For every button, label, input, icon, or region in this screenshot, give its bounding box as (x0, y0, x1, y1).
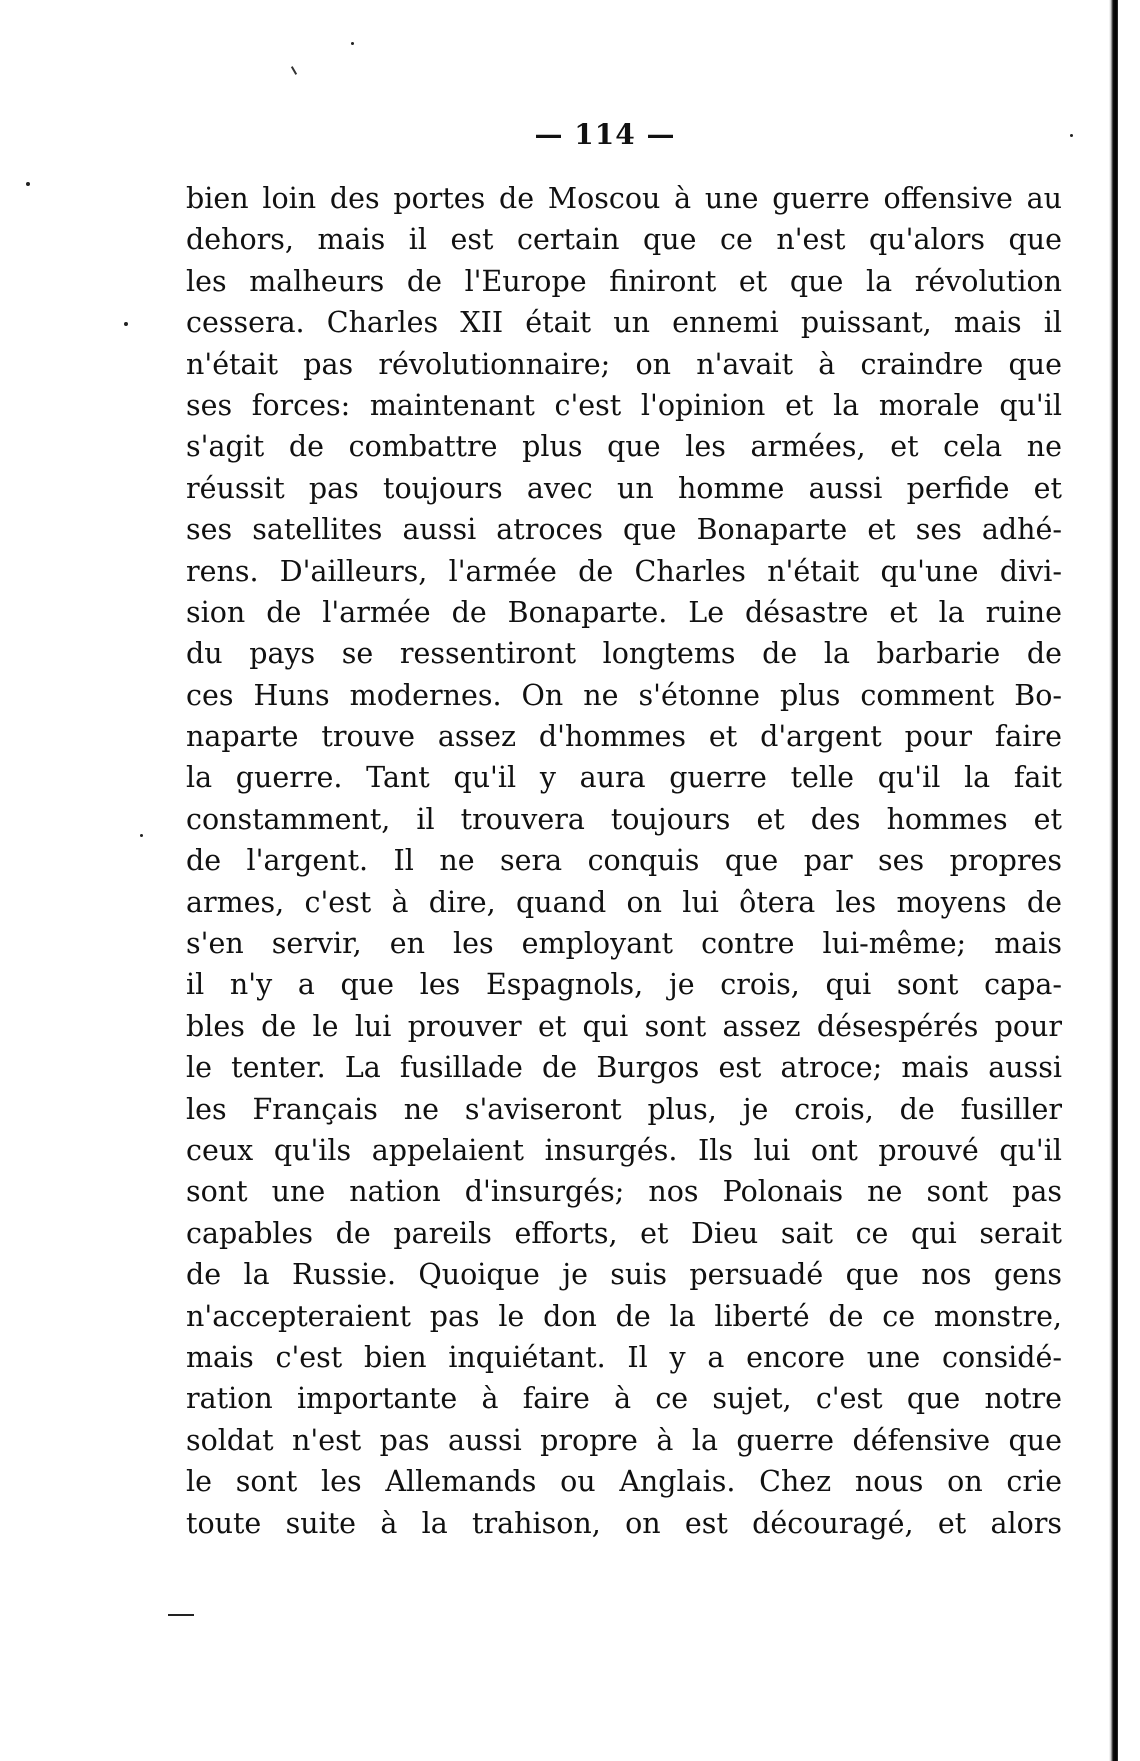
text-line: dehors, mais il est certain que ce n'est qu'alors que (186, 223, 1062, 257)
scan-speck (124, 322, 128, 326)
text-line: ses forces: maintenant c'est l'opinion et la morale qu'il (186, 388, 1062, 422)
text-line: de l'argent. Il ne sera conquis que par ses propres (186, 844, 1062, 878)
text-line: armes, c'est à dire, quand on lui ôtera les moyens de (186, 885, 1062, 919)
text-line: de la Russie. Quoique je suis persuadé que nos gens (186, 1258, 1062, 1292)
scan-speck (140, 834, 143, 837)
text-line: toute suite à la trahison, on est découragé, et alors (186, 1506, 1062, 1540)
text-line: s'en servir, en les employant contre lui-même; mais (186, 927, 1062, 961)
scan-speck (351, 42, 354, 45)
text-line: ceux qu'ils appelaient insurgés. Ils lui ont prouvé qu'il (186, 1133, 1062, 1167)
text-line: sont une nation d'insurgés; nos Polonais ne sont pas (186, 1175, 1062, 1209)
page-binding-edge (1109, 0, 1118, 1761)
text-line: n'était pas révolutionnaire; on n'avait à craindre que (186, 347, 1062, 381)
text-line: les Français ne s'aviseront plus, je crois, de fusiller (186, 1092, 1062, 1126)
text-line: soldat n'est pas aussi propre à la guerre défensive que (186, 1423, 1062, 1457)
body-text (186, 178, 1062, 1544)
text-line: ration importante à faire à ce sujet, c'est que notre (186, 1382, 1062, 1416)
text-line: n'accepteraient pas le don de la liberté de ce monstre, (186, 1299, 1062, 1333)
text-line: bles de le lui prouver et qui sont assez désespérés pour (186, 1009, 1062, 1043)
text-line: les malheurs de l'Europe finiront et que la révolution (186, 264, 1062, 298)
text-line: sion de l'armée de Bonaparte. Le désastre et la ruine (186, 595, 1062, 629)
text-line: constamment, il trouvera toujours et des hommes et (186, 802, 1062, 836)
scan-mark (291, 66, 297, 75)
text-line: le tenter. La fusillade de Burgos est atroce; mais aussi (186, 1051, 1062, 1085)
text-line: ces Huns modernes. On ne s'étonne plus comment Bo- (186, 678, 1062, 712)
text-line: le sont les Allemands ou Anglais. Chez nous on crie (186, 1465, 1062, 1499)
text-line: la guerre. Tant qu'il y aura guerre telle qu'il la fait (186, 761, 1062, 795)
text-line: rens. D'ailleurs, l'armée de Charles n'était qu'une divi- (186, 554, 1062, 588)
text-line: s'agit de combattre plus que les armées, et cela ne (186, 430, 1062, 464)
text-line: bien loin des portes de Moscou à une guerre offensive au (186, 182, 1062, 215)
text-line: du pays se ressentiront longtems de la barbarie de (186, 637, 1062, 671)
page-number (0, 118, 1140, 151)
scan-speck (26, 182, 30, 186)
footer-dash (168, 1614, 194, 1616)
text-line: capables de pareils efforts, et Dieu sait ce qui serait (186, 1216, 1062, 1250)
text-line: naparte trouve assez d'hommes et d'argent pour faire (186, 720, 1062, 754)
text-line: mais c'est bien inquiétant. Il y a encore une considé- (186, 1340, 1062, 1374)
text-line: il n'y a que les Espagnols, je crois, qui sont capa- (186, 968, 1062, 1002)
text-line: cessera. Charles XII était un ennemi puissant, mais il (186, 306, 1062, 340)
text-line: ses satellites aussi atroces que Bonaparte et ses adhé- (186, 513, 1062, 547)
page-number-text: — 114 — (534, 118, 676, 151)
text-line: réussit pas toujours avec un homme aussi perfide et (186, 471, 1062, 505)
